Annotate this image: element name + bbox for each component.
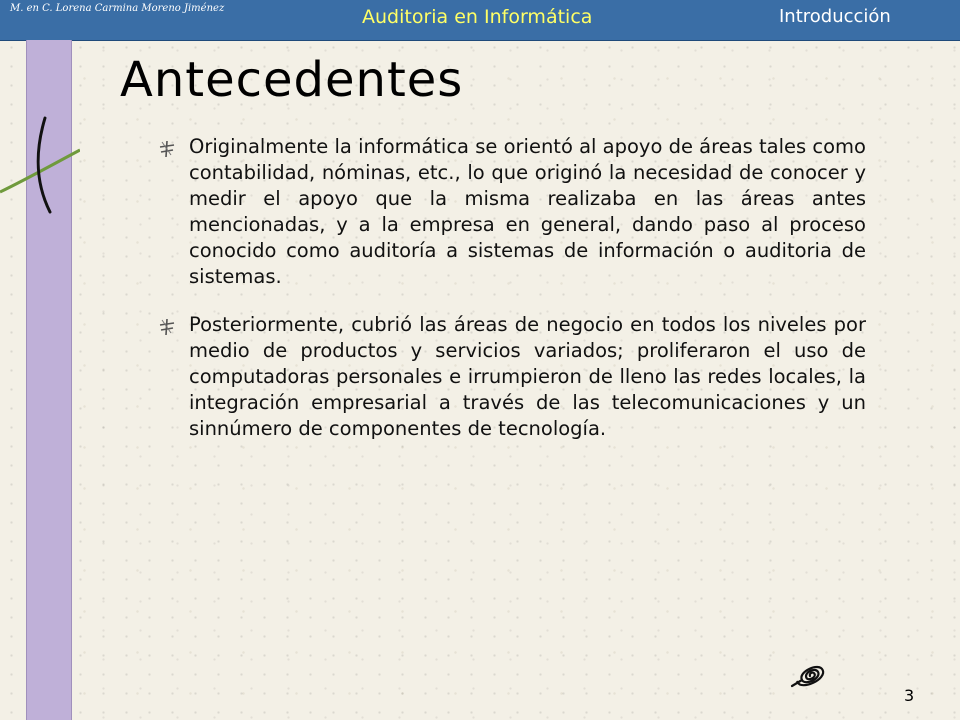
list-item — [156, 312, 866, 442]
pin-star-bullet-icon — [156, 317, 176, 337]
bullet-text: Originalmente la informática se orientó al apoyo de áreas tales como contabilidad, nóminas, etc., lo que originó la necesidad de conocer y medir el apoyo que la misma realizaba en las áreas antes mencionadas, y a la empresa en general, dando paso al proceso conocido como auditoría a sistemas de información o auditoria de sistemas. — [189, 135, 866, 288]
header-bar — [0, 0, 960, 41]
list-item — [156, 134, 866, 290]
swoosh-decoration — [0, 40, 80, 720]
bullet-text: Posteriormente, cubrió las áreas de negocio en todos los niveles por medio de productos y servicios variados; proliferaron el uso de computadoras personales e irrumpieron de lleno las redes locales, la integración empresarial a través de las telecomunicaciones y un sinnúmero de componentes de tecnología. — [189, 313, 866, 440]
slide-title: Antecedentes — [120, 52, 464, 108]
spiral-icon — [788, 660, 832, 692]
course-title: Auditoria en Informática — [362, 6, 593, 28]
pin-star-bullet-icon — [156, 139, 176, 159]
section-title: Introducción — [779, 6, 891, 27]
bullet-list — [156, 134, 866, 464]
author-name: M. en C. Lorena Carmina Moreno Jiménez — [10, 3, 225, 14]
slide-number: 3 — [904, 686, 915, 705]
